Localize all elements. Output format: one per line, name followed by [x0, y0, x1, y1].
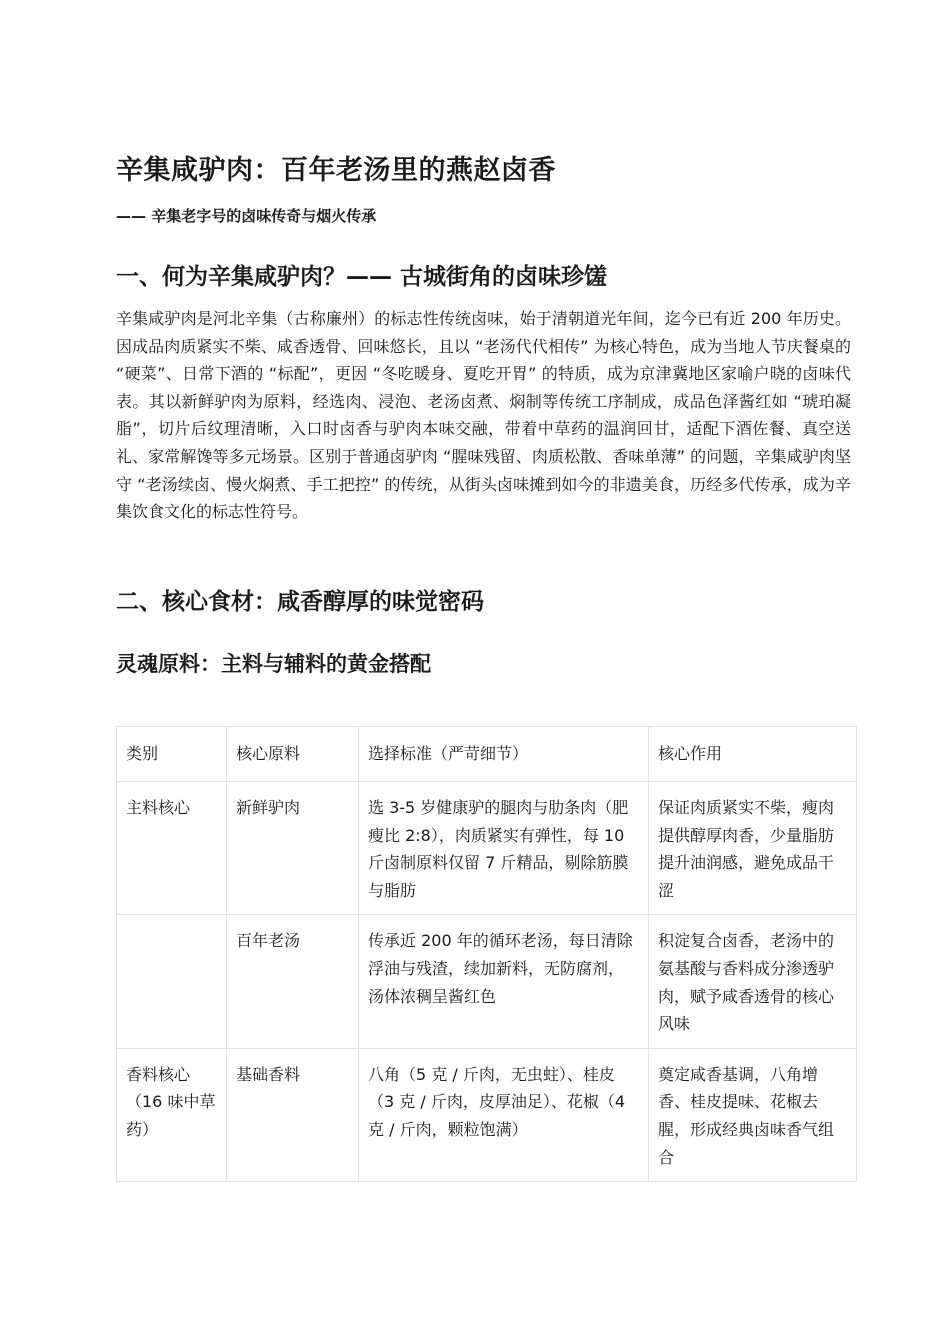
- table-row: [117, 782, 857, 915]
- cell-category: [117, 915, 227, 1048]
- cell-category: 香料核心（16 味中草药）: [117, 1048, 227, 1181]
- header-effect: 核心作用: [649, 727, 857, 782]
- table-row: [117, 915, 857, 1048]
- section1-paragraph: 辛集咸驴肉是河北辛集（古称廉州）的标志性传统卤味，始于清朝道光年间，迄今已有近 200 年历史。因成品肉质紧实不柴、咸香透骨、回味悠长，且以 “老汤代代相传” 为核心特色，成为当地人节庆餐桌的 “硬菜”、日常下酒的 “标配”，更因 “冬吃暖身、夏吃开胃” 的特质，成为京津冀地区家喻户晓的卤味代表。其以新鲜驴肉为原料，经选肉、浸泡、老汤卤煮、焖制等传统工序制成，成品色泽酱红如 “琥珀凝脂”，切片后纹理清晰，入口时卤香与驴肉本味交融，带着中草药的温润回甘，适配下酒佐餐、真空送礼、家常解馋等多元场景。区别于普通卤驴肉 “腥味残留、肉质松散、香味单薄” 的问题，辛集咸驴肉坚守 “老汤续卤、慢火焖煮、手工把控” 的传统，从街头卤味摊到如今的非遗美食，历经多代传承，成为辛集饮食文化的标志性符号。: [116, 309, 851, 522]
- ingredients-table: [116, 726, 857, 1182]
- cell-effect: 积淀复合卤香，老汤中的氨基酸与香料成分渗透驴肉，赋予咸香透骨的核心风味: [649, 915, 857, 1048]
- cell-standard: 八角（5 克 / 斤肉，无虫蛀）、桂皮（3 克 / 斤肉，皮厚油足）、花椒（4 克 / 斤肉，颗粒饱满）: [359, 1048, 649, 1181]
- cell-material: 百年老汤: [227, 915, 359, 1048]
- cell-category: 主料核心: [117, 782, 227, 915]
- cell-effect: 保证肉质紧实不柴，瘦肉提供醇厚肉香，少量脂肪提升油润感，避免成品干涩: [649, 782, 857, 915]
- header-category: 类别: [117, 727, 227, 782]
- cell-effect: 奠定咸香基调，八角增香、桂皮提味、花椒去腥，形成经典卤味香气组合: [649, 1048, 857, 1181]
- section1-heading: 一、何为辛集咸驴肉？—— 古城街角的卤味珍馐: [116, 264, 608, 290]
- header-material: 核心原料: [227, 727, 359, 782]
- section2-subheading: 灵魂原料：主料与辅料的黄金搭配: [116, 652, 431, 676]
- cell-standard: 传承近 200 年的循环老汤，每日清除浮油与残渣，续加新料，无防腐剂，汤体浓稠呈酱红色: [359, 915, 649, 1048]
- page-title: 辛集咸驴肉：百年老汤里的燕赵卤香: [116, 155, 556, 186]
- table-header-row: [117, 727, 857, 782]
- header-standard: 选择标准（严苛细节）: [359, 727, 649, 782]
- cell-standard: 选 3-5 岁健康驴的腿肉与肋条肉（肥瘦比 2:8），肉质紧实有弹性，每 10 斤卤制原料仅留 7 斤精品，剔除筋膜与脂肪: [359, 782, 649, 915]
- page-subtitle: —— 辛集老字号的卤味传奇与烟火传承: [116, 207, 377, 225]
- cell-material: 基础香料: [227, 1048, 359, 1181]
- cell-material: 新鲜驴肉: [227, 782, 359, 915]
- table-row: [117, 1048, 857, 1181]
- section2-heading: 二、核心食材：咸香醇厚的味觉密码: [116, 589, 484, 615]
